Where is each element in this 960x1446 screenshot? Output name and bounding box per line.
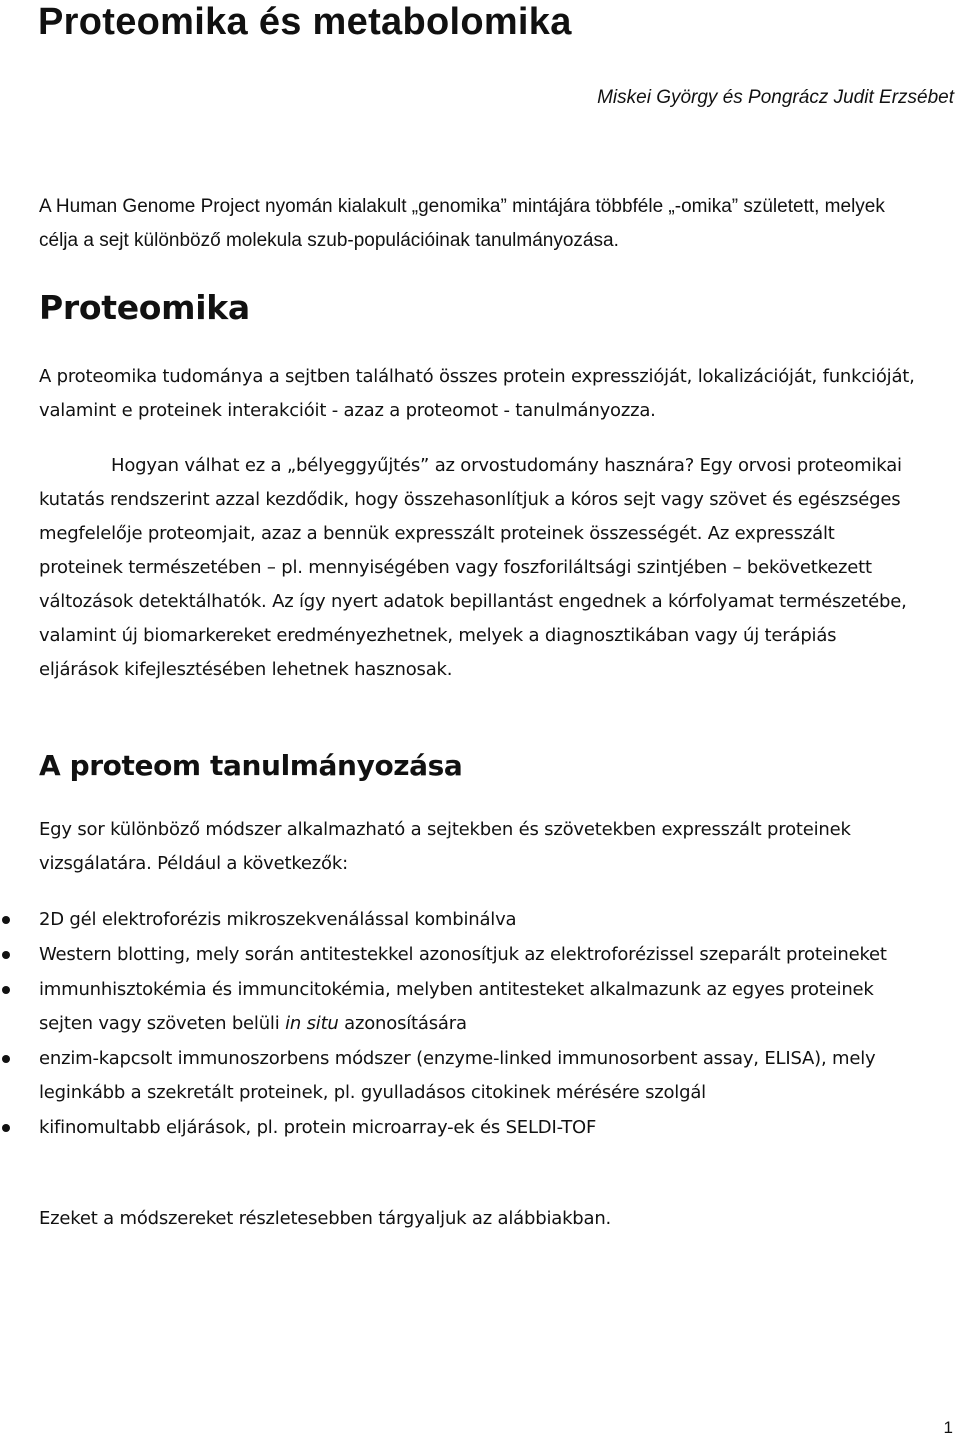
bullet-icon (2, 916, 10, 924)
methods-list (0, 903, 960, 1146)
closing-paragraph: Ezeket a módszereket részletesebben tárgyaljuk az alábbiakban. (39, 1208, 612, 1229)
bullet-icon (2, 1055, 10, 1063)
list-item-text-italic: in situ (285, 1013, 339, 1034)
list-item-text: kifinomultabb eljárások, pl. protein microarray-ek és SELDI-TOF (39, 1117, 597, 1138)
document-title: Proteomika és metabolomika (38, 1, 572, 43)
bullet-icon (2, 1124, 10, 1132)
proteom-paragraph-1: Egy sor különböző módszer alkalmazható a sejtekben és szövetekben expresszált proteinek vizsgálatára. Például a következők: (39, 819, 851, 874)
section-heading-proteomika: Proteomika (39, 288, 250, 327)
list-item (0, 1111, 919, 1145)
list-item-text: enzim-kapcsolt immunoszorbens módszer (enzyme-linked immunosorbent assay, ELISA), mely leginkább a szekretált proteinek, pl. gyulladásos citokinek mérésére szolgál (39, 1048, 876, 1103)
list-item (0, 1042, 919, 1110)
page-number: 1 (943, 1418, 953, 1437)
section-heading-proteom: A proteom tanulmányozása (39, 749, 463, 782)
list-item (0, 938, 919, 972)
bullet-icon (2, 986, 10, 994)
list-item-text: Western blotting, mely során antitestekkel azonosítjuk az elektroforézissel szeparált proteineket (39, 944, 887, 965)
proteomika-paragraph-1: A proteomika tudománya a sejtben található összes protein expresszióját, lokalizációját, funkcióját, valamint e proteinek interakcióit - azaz a proteomot - tanulmányozza. (39, 366, 915, 421)
list-item (0, 973, 919, 1041)
intro-paragraph: A Human Genome Project nyomán kialakult „genomika” mintájára többféle „-omika” született, melyek célja a sejt különböző molekula szub-populációinak tanulmányozása. (39, 196, 885, 251)
proteomika-paragraph-2: Hogyan válhat ez a „bélyeggyűjtés” az orvostudomány hasznára? Egy orvosi proteomikai kutatás rendszerint azzal kezdődik, hogy összehasonlítjuk a kóros sejt vagy szövet és egészséges megfelelője proteomjait, azaz a bennük expresszált proteinek összességét. Az expresszált proteinek természetében – pl. mennyiségében vagy foszforiláltsági szintjében – bekövetkezett változások detektálhatók. Az így nyert adatok bepillantást engednek a kórfolyamat természetébe, valamint új biomarkereket eredményezhetnek, melyek a diagnosztikában vagy új terápiás eljárások kifejlesztésében lehetnek hasznosak. (39, 455, 907, 680)
authors-line: Miskei György és Pongrácz Judit Erzsébet (597, 87, 954, 108)
list-item-text-start: immunhisztokémia és immuncitokémia, melyben antitesteket alkalmazunk az egyes proteinek sejten vagy szöveten belüli (39, 979, 874, 1034)
list-item-text: 2D gél elektroforézis mikroszekvenálással kombinálva (39, 909, 517, 930)
list-item (0, 903, 919, 937)
list-item-text-end: azonosítására (338, 1013, 467, 1034)
bullet-icon (2, 951, 10, 959)
